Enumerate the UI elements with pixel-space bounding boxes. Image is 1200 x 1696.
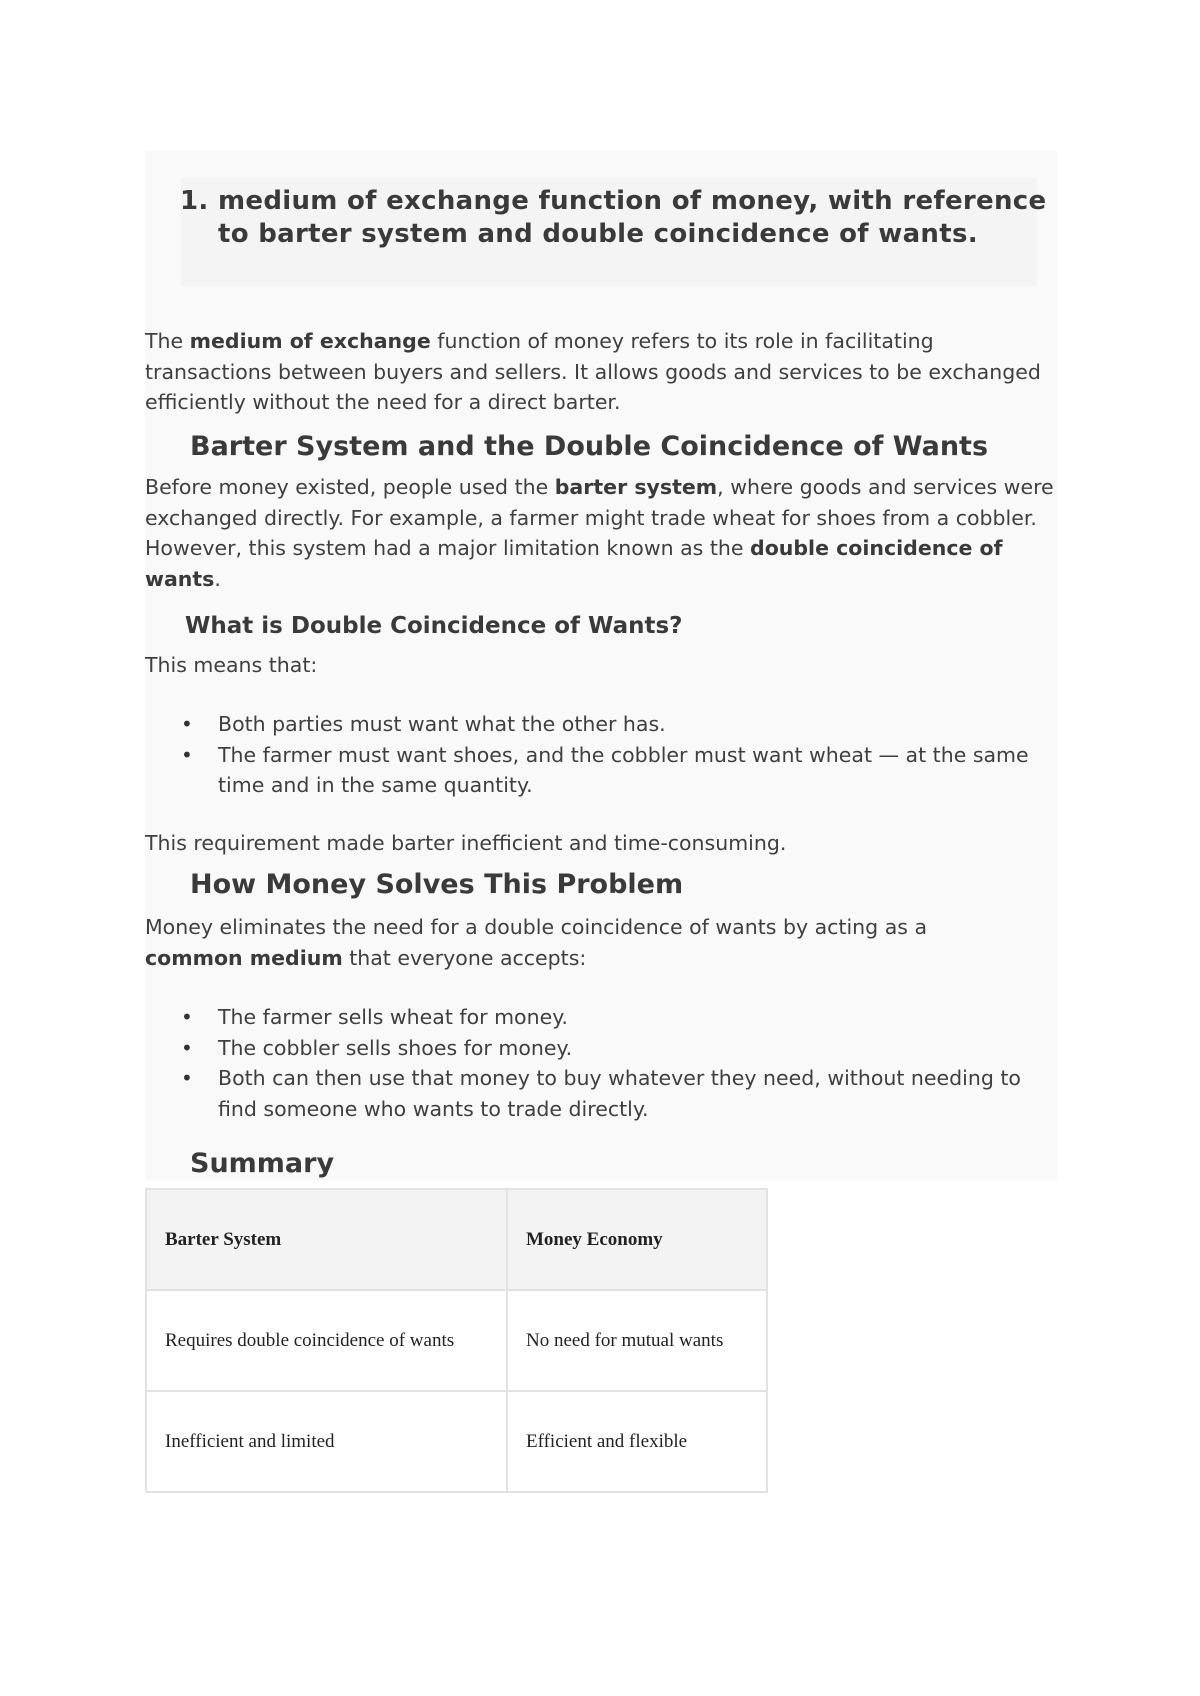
common-medium-bold: common medium: [145, 945, 343, 970]
intro-paragraph: The medium of exchange function of money refers to its role in facilitating transactions between buyers and sellers. It allows goods and services to be exchanged efficiently without the need for a direct barter.: [145, 329, 1041, 414]
dcw-section-title: What is Double Coincidence of Wants?: [185, 613, 683, 639]
list-item: • The farmer must want shoes, and the cobbler must want wheat — at the same time and in the same quantity.: [145, 740, 1057, 801]
heading-text: medium of exchange function of money, with reference to barter system and double coincidence of wants.: [218, 186, 1047, 249]
list-item: • The cobbler sells shoes for money.: [145, 1033, 1057, 1064]
dcw-bullet-list: [145, 709, 1057, 801]
table-cell: Efficient and flexible: [507, 1391, 767, 1492]
money-section-title: How Money Solves This Problem: [190, 869, 684, 900]
money-paragraph: Money eliminates the need for a double coincidence of wants by acting as a common medium that everyone accepts:: [145, 915, 928, 970]
summary-table: [145, 1188, 768, 1493]
barter-section-title: Barter System and the Double Coincidence of Wants: [190, 431, 989, 462]
intro-bold: medium of exchange: [189, 329, 431, 353]
barter-system-bold: barter system: [554, 475, 718, 499]
summary-title: Summary: [190, 1148, 335, 1179]
list-item: • The farmer sells wheat for money.: [145, 1002, 1057, 1033]
dcw-lead: This means that:: [145, 653, 318, 677]
heading-number: 1.: [180, 186, 209, 216]
list-item: • Both can then use that money to buy whatever they need, without needing to find someone who wants to trade directly.: [145, 1063, 1057, 1124]
dcw-bold: double coincidence of wants: [145, 536, 1003, 591]
table-row: [146, 1290, 767, 1391]
table-header-cell: Money Economy: [507, 1189, 767, 1290]
barter-paragraph: Before money existed, people used the barter system, where goods and services were exchanged directly. For example, a farmer might trade wheat for shoes from a cobbler. However, this system had a major limitation known as the double coincidence of wants.: [145, 475, 1054, 591]
table-cell: No need for mutual wants: [507, 1290, 767, 1391]
table-cell: Requires double coincidence of wants: [146, 1290, 507, 1391]
dcw-closing: This requirement made barter inefficient and time-consuming.: [145, 831, 787, 855]
list-item: • Both parties must want what the other has.: [145, 709, 1057, 740]
table-cell: Inefficient and limited: [146, 1391, 507, 1492]
table-header-row: [146, 1189, 767, 1290]
table-row: [146, 1391, 767, 1492]
money-bullet-list: [145, 1002, 1057, 1124]
table-header-cell: Barter System: [146, 1189, 507, 1290]
